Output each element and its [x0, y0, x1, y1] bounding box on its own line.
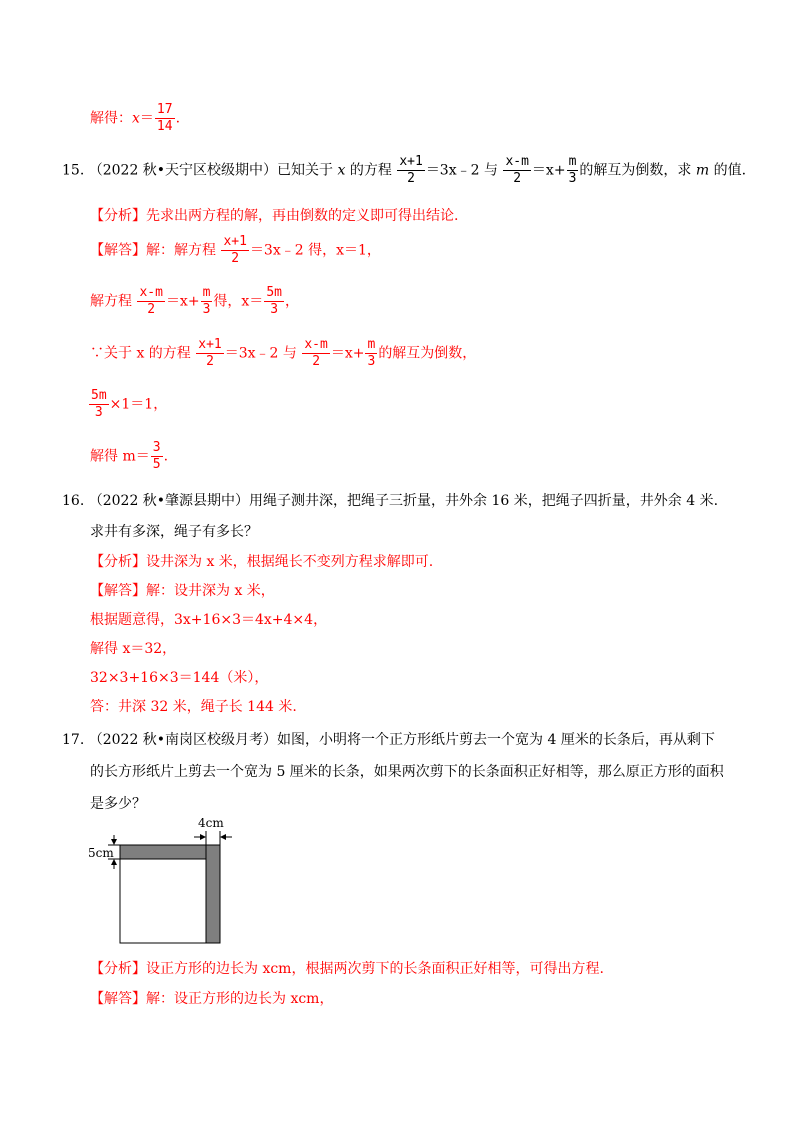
- label-5cm: 5cm: [88, 846, 114, 860]
- question-16-line-1: 16. （2022 秋•肇源县期中）用绳子测井深，把绳子三折量，井外余 16 米，把绳子四折量，井外余 4 米.: [62, 493, 719, 509]
- q16-answer-line-2: 根据题意得，3x+16×3＝4x+4×4，: [90, 612, 328, 628]
- q15-answer-line-1: 【解答】解：解方程 $\frac{x+1}{2}$ ＝3x﹣2 得，x＝1，: [90, 234, 381, 266]
- square-outline: [120, 845, 220, 943]
- q15-answer-line-2: 解方程 $\frac{x-m}{2}$ ＝x+ $\frac{m}{3}$ 得，x＝ $\frac{5m}{3}$ ，: [90, 285, 299, 317]
- fraction-17-14: $\frac{17}{14}$: [156, 102, 173, 134]
- label-4cm: 4cm: [198, 816, 224, 830]
- q16-answer-line-1: 【解答】解：设井深为 x 米，: [90, 583, 275, 599]
- q17-analysis: 【分析】设正方形的边长为 xcm，根据两次剪下的长条面积正好相等，可得出方程.: [90, 961, 604, 977]
- horizontal-strip: [120, 845, 206, 859]
- q15-analysis: 【分析】先求出两方程的解，再由倒数的定义即可得出结论.: [90, 208, 459, 224]
- fraction-x-minus-m-over-2: $\frac{x-m}{2}$: [505, 154, 529, 186]
- fraction-m-over-3: $\frac{m}{3}$: [568, 154, 577, 186]
- q16-answer-line-4: 32×3+16×3＝144（米），: [90, 670, 269, 686]
- fraction-x-plus-1-over-2: $\frac{x+1}{2}$: [399, 154, 423, 186]
- vertical-strip: [206, 845, 220, 943]
- question-17-line-1: 17. （2022 秋•南岗区校级月考）如图，小明将一个正方形纸片剪去一个宽为 4 厘米的长条后，再从剩下: [62, 732, 715, 748]
- q16-analysis: 【分析】设井深为 x 米，根据绳长不变列方程求解即可.: [90, 554, 434, 570]
- square-cut-figure: [86, 815, 246, 950]
- question-16-line-2: 求井有多深，绳子有多长？: [90, 524, 258, 540]
- q17-answer-line-1: 【解答】解：设正方形的边长为 xcm，: [90, 991, 334, 1007]
- q16-answer-line-5: 答：井深 32 米，绳子长 144 米.: [90, 699, 297, 715]
- previous-solution-line: 解得：x＝ $\frac{17}{14}$ .: [90, 102, 181, 134]
- question-17-line-3: 是多少？: [90, 796, 146, 812]
- question-15: 15. （2022 秋•天宁区校级期中）已知关于 x 的方程 $\frac{x+1}{2}$ ＝3x﹣2 与 $\frac{x-m}{2}$ ＝x+ $\frac{m}{3}$ 的解互为倒数，求 m 的值.: [62, 154, 747, 186]
- q16-answer-line-3: 解得 x＝32，: [90, 641, 177, 657]
- q15-answer-line-5: 解得 m＝ $\frac{3}{5}$ .: [90, 440, 169, 472]
- q15-answer-line-3: ∵关于 x 的方程 $\frac{x+1}{2}$ ＝3x﹣2 与 $\frac{x-m}{2}$ ＝x+ $\frac{m}{3}$ 的解互为倒数，: [90, 337, 477, 369]
- q15-answer-line-4: $\frac{5m}{3}$ ×1＝1，: [91, 388, 168, 420]
- question-17-line-2: 的长方形纸片上剪去一个宽为 5 厘米的长条，如果两次剪下的长条面积正好相等，那么原正方形的面积: [90, 764, 724, 780]
